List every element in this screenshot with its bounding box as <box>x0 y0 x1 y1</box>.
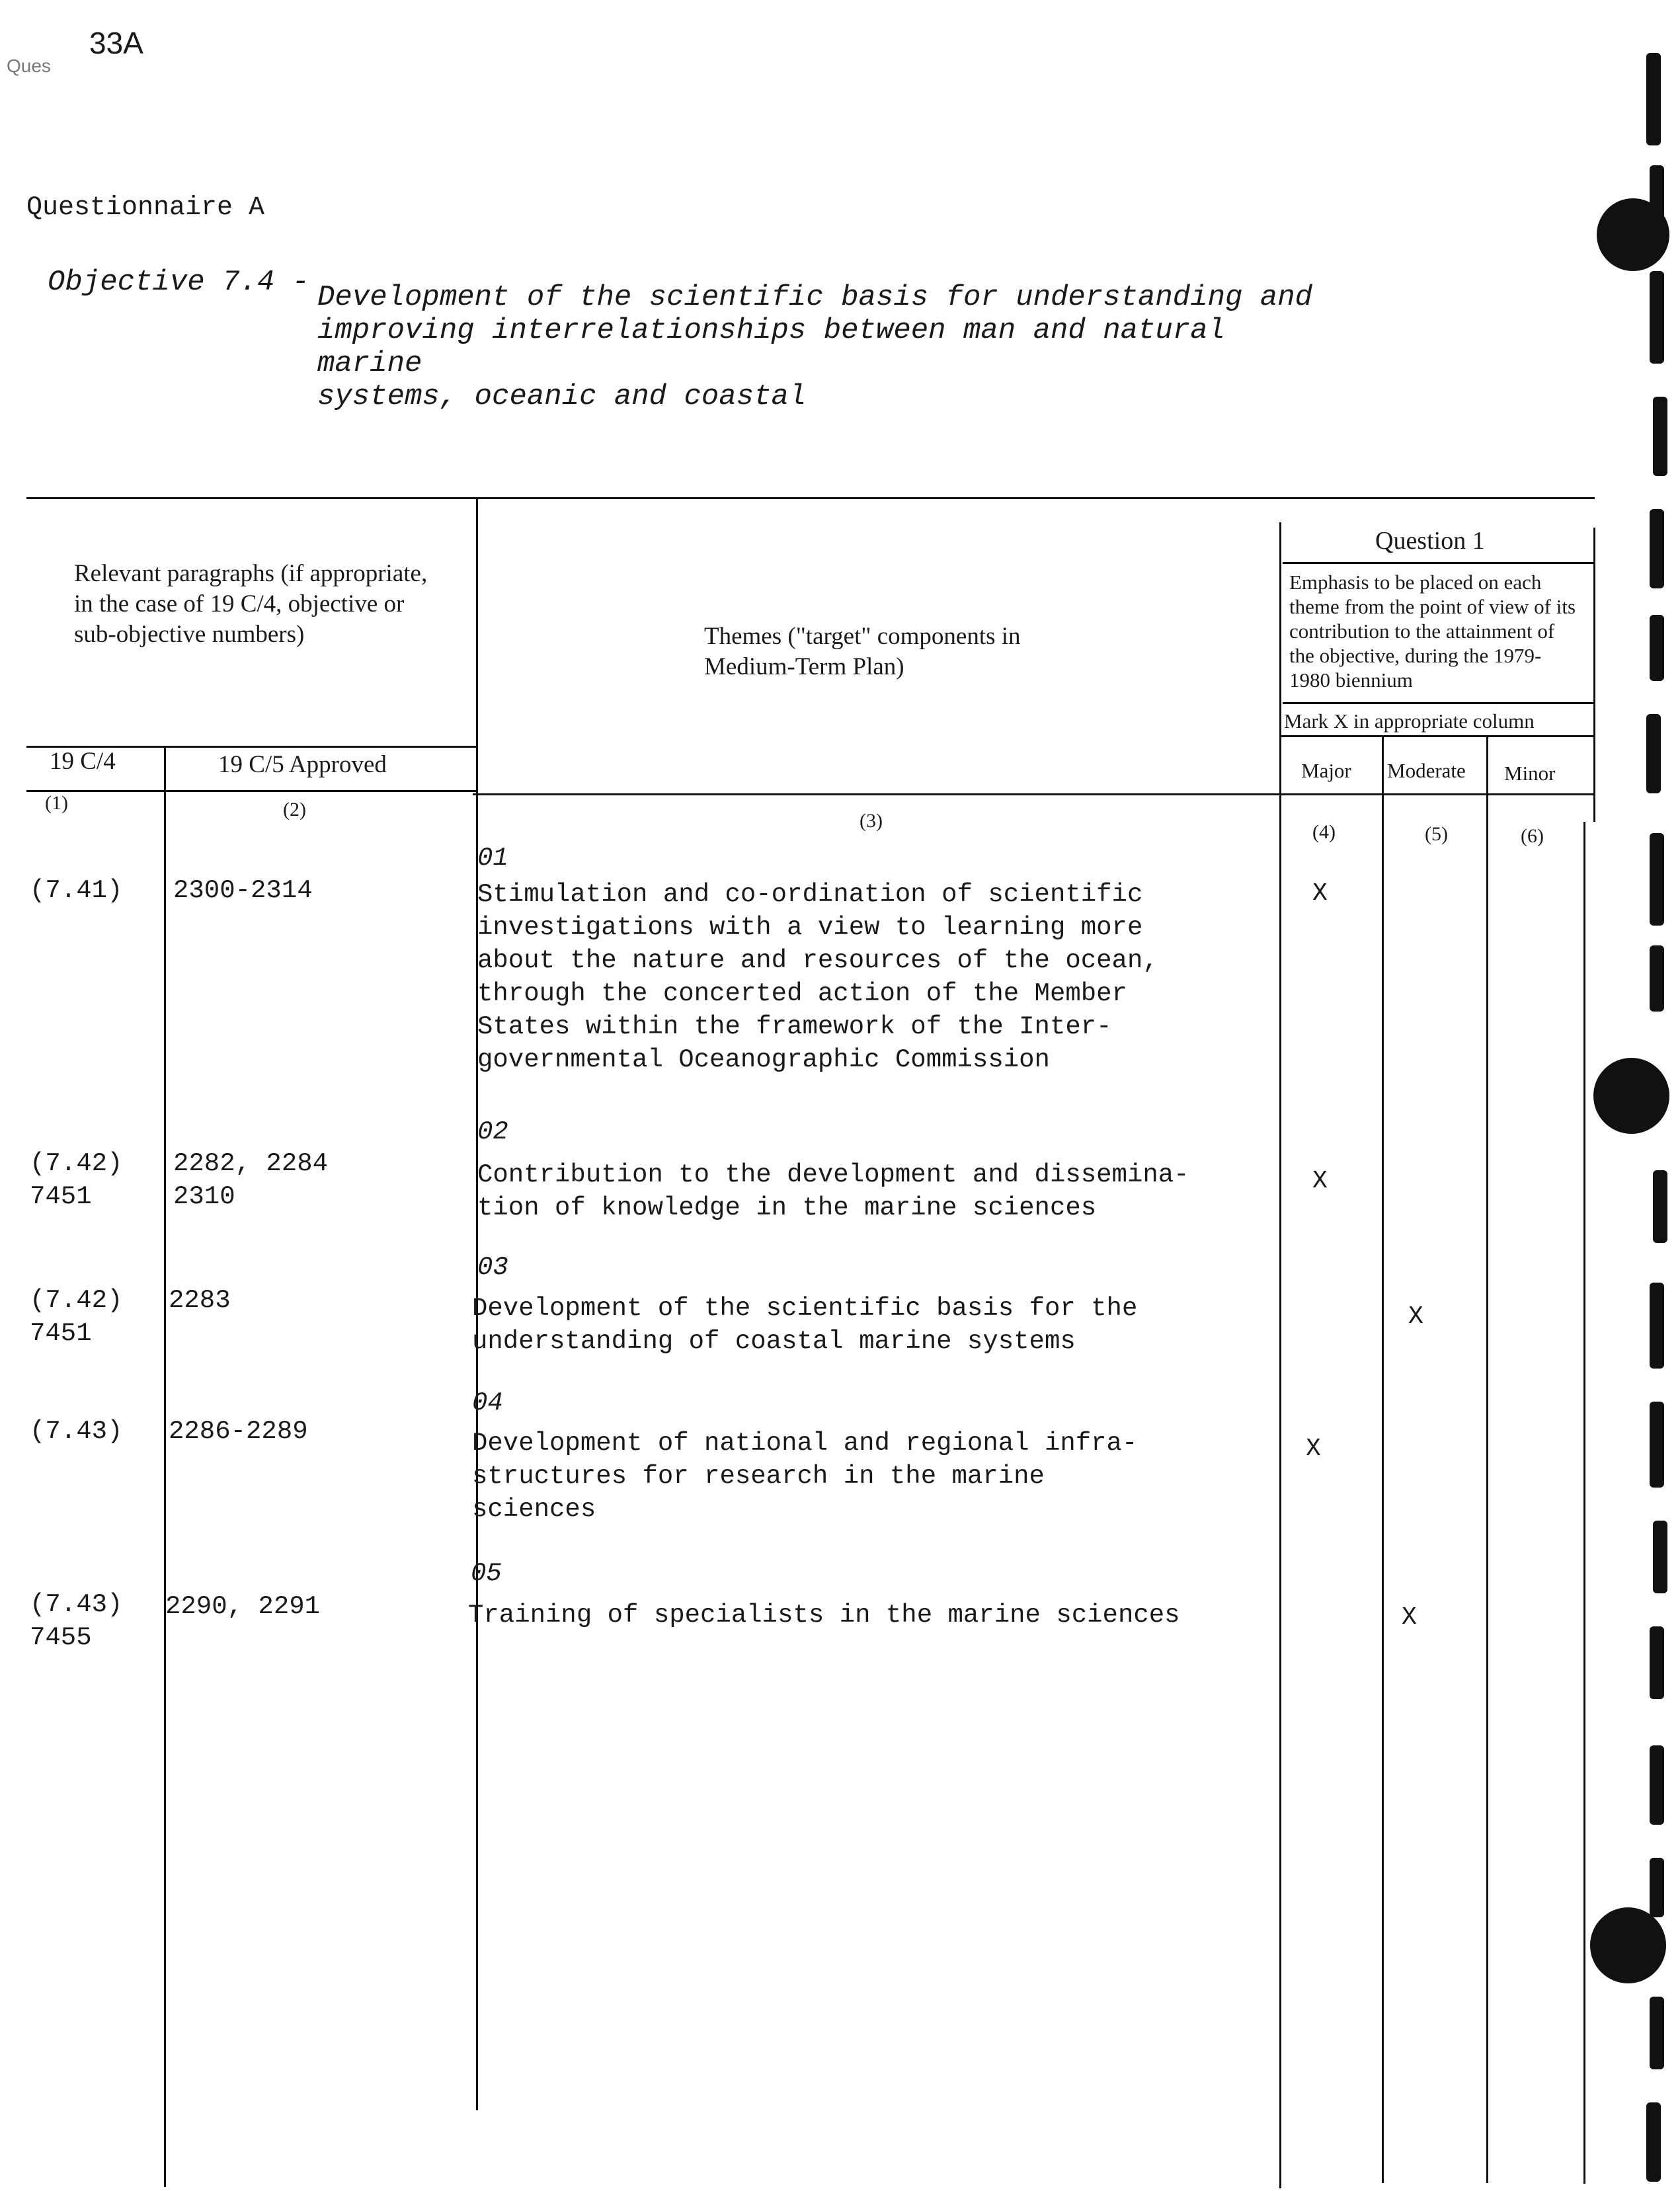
cell-19c4: (7.42) 7451 <box>30 1286 123 1348</box>
column-number: (6) <box>1521 825 1544 847</box>
objective-label: Objective 7.4 - <box>48 266 310 299</box>
cell-19c5: 2286-2289 <box>169 1417 308 1446</box>
punch-hole <box>1590 1907 1666 1983</box>
header-19c5: 19 C/5 Approved <box>218 751 387 778</box>
page-number: 33A <box>89 26 143 60</box>
header-major: Major <box>1301 759 1351 782</box>
objective-text: Development of the scientific basis for understanding and improving interrelationships between man and natural marine systems, oceanic and coastal <box>317 281 1313 413</box>
cell-19c5: 2290, 2291 <box>165 1592 321 1621</box>
column-number: (2) <box>283 799 306 820</box>
questionnaire-title: Questionnaire A <box>26 193 265 223</box>
header-themes: Themes ("target" components in Medium-Term Plan) <box>704 623 1021 680</box>
theme-code: 03 <box>477 1253 508 1282</box>
column-number: (5) <box>1425 823 1448 845</box>
mark-major: X <box>1312 1167 1328 1195</box>
cell-19c4: (7.43) <box>30 1417 123 1446</box>
cell-19c5: 2282, 2284 2310 <box>173 1149 329 1211</box>
header-minor: Minor <box>1504 762 1556 785</box>
mark-major: X <box>1306 1435 1321 1463</box>
theme-code: 01 <box>477 844 508 873</box>
cell-19c4: (7.41) <box>30 876 123 905</box>
theme-text: Stimulation and co-ordination of scientific investigations with a view to learning more about the nature and resources of the ocean, through the concerted action of the Member States within the framework of the Inter- governmental Oceanographic Commission <box>477 880 1158 1074</box>
header-19c4: 19 C/4 <box>50 748 116 775</box>
header-moderate: Moderate <box>1387 759 1466 782</box>
header-mark-instruction: Mark X in appropriate column <box>1284 709 1535 733</box>
theme-text: Development of national and regional infra- structures for research in the marine sciences <box>472 1429 1138 1524</box>
header-question: Question 1 <box>1375 527 1485 555</box>
theme-text: Training of specialists in the marine sciences <box>468 1601 1180 1630</box>
mark-moderate: X <box>1408 1302 1423 1331</box>
page-stamp: Ques <box>7 56 51 76</box>
theme-code: 04 <box>472 1388 503 1417</box>
header-relevant-paragraphs: Relevant paragraphs (if appropriate, in the case of 19 C/4, objective or sub-objective numbers) <box>74 560 428 648</box>
column-number: (1) <box>45 792 68 814</box>
theme-code: 02 <box>477 1117 508 1146</box>
cell-19c4: (7.42) 7451 <box>30 1149 123 1211</box>
cell-19c5: 2300-2314 <box>173 876 313 905</box>
theme-text: Contribution to the development and dissemina- tion of knowledge in the marine sciences <box>477 1160 1189 1222</box>
theme-code: 05 <box>471 1559 502 1588</box>
punch-hole <box>1593 1058 1669 1134</box>
column-number: (3) <box>860 810 883 832</box>
cell-19c4: (7.43) 7455 <box>30 1590 123 1652</box>
theme-text: Development of the scientific basis for the understanding of coastal marine systems <box>472 1294 1138 1356</box>
header-emphasis: Emphasis to be placed on each theme from the point of view of its contribution to the attainment of the objective, during the 1979-1980 biennium <box>1289 571 1576 692</box>
mark-moderate: X <box>1402 1603 1417 1632</box>
mark-major: X <box>1312 879 1328 908</box>
column-number: (4) <box>1312 821 1336 843</box>
cell-19c5: 2283 <box>169 1286 231 1315</box>
